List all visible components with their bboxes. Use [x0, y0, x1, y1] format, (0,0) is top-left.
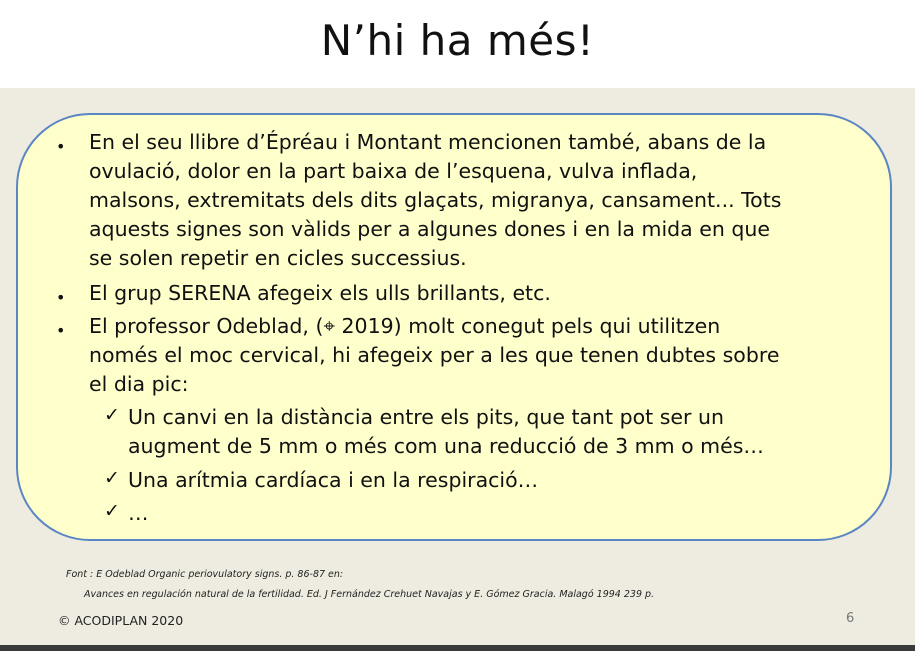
bullet-marker: • — [56, 137, 66, 156]
check-icon: ✓ — [104, 404, 120, 426]
check-3-line-1: … — [128, 501, 149, 525]
check-1-line-2: augment de 5 mm o més com una reducció de 3 mm o més… — [128, 434, 764, 458]
bullet-1-line-3: malsons, extremitats dels dits glaçats, migranya, cansament... Tots — [89, 188, 782, 212]
bullet-3-line-1: El professor Odeblad, (⌖ 2019) molt conegut pels qui utilitzen — [89, 314, 721, 338]
bullet-2-line-1: El grup SERENA afegeix els ulls brillants, etc. — [89, 281, 551, 305]
bullet-3-line-2: només el moc cervical, hi afegeix per a les que tenen dubtes sobre — [89, 343, 780, 367]
check-icon: ✓ — [104, 467, 120, 489]
bullet-1-line-2: ovulació, dolor en la part baixa de l’esquena, vulva inflada, — [89, 159, 698, 183]
slide-title: N’hi ha més! — [320, 16, 595, 65]
source-citation-line-2: Avances en regulación natural de la fertilidad. Ed. J Fernández Crehuet Navajas y E. Gómez Gracia. Malagó 1994 239 p. — [84, 589, 655, 600]
check-2-line-1: Una arítmia cardíaca i en la respiració… — [128, 468, 539, 492]
bullet-marker: • — [56, 321, 66, 340]
bullet-1-line-4: aquests signes son vàlids per a algunes dones i en la mida en que — [89, 217, 770, 241]
page-number: 6 — [846, 611, 855, 626]
copyright-notice: © ACODIPLAN 2020 — [58, 613, 184, 628]
source-citation-line-1: Font : E Odeblad Organic periovulatory signs. p. 86-87 en: — [66, 569, 344, 580]
bullet-3-line-3: el dia pic: — [89, 372, 189, 396]
check-icon: ✓ — [104, 500, 120, 522]
bottom-border — [0, 645, 915, 651]
bullet-marker: • — [56, 288, 66, 307]
bullet-1-line-5: se solen repetir en cicles successius. — [89, 246, 467, 270]
bullet-1-line-1: En el seu llibre d’Épréau i Montant mencionen també, abans de la — [89, 130, 767, 154]
check-1-line-1: Un canvi en la distància entre els pits, que tant pot ser un — [128, 405, 724, 429]
